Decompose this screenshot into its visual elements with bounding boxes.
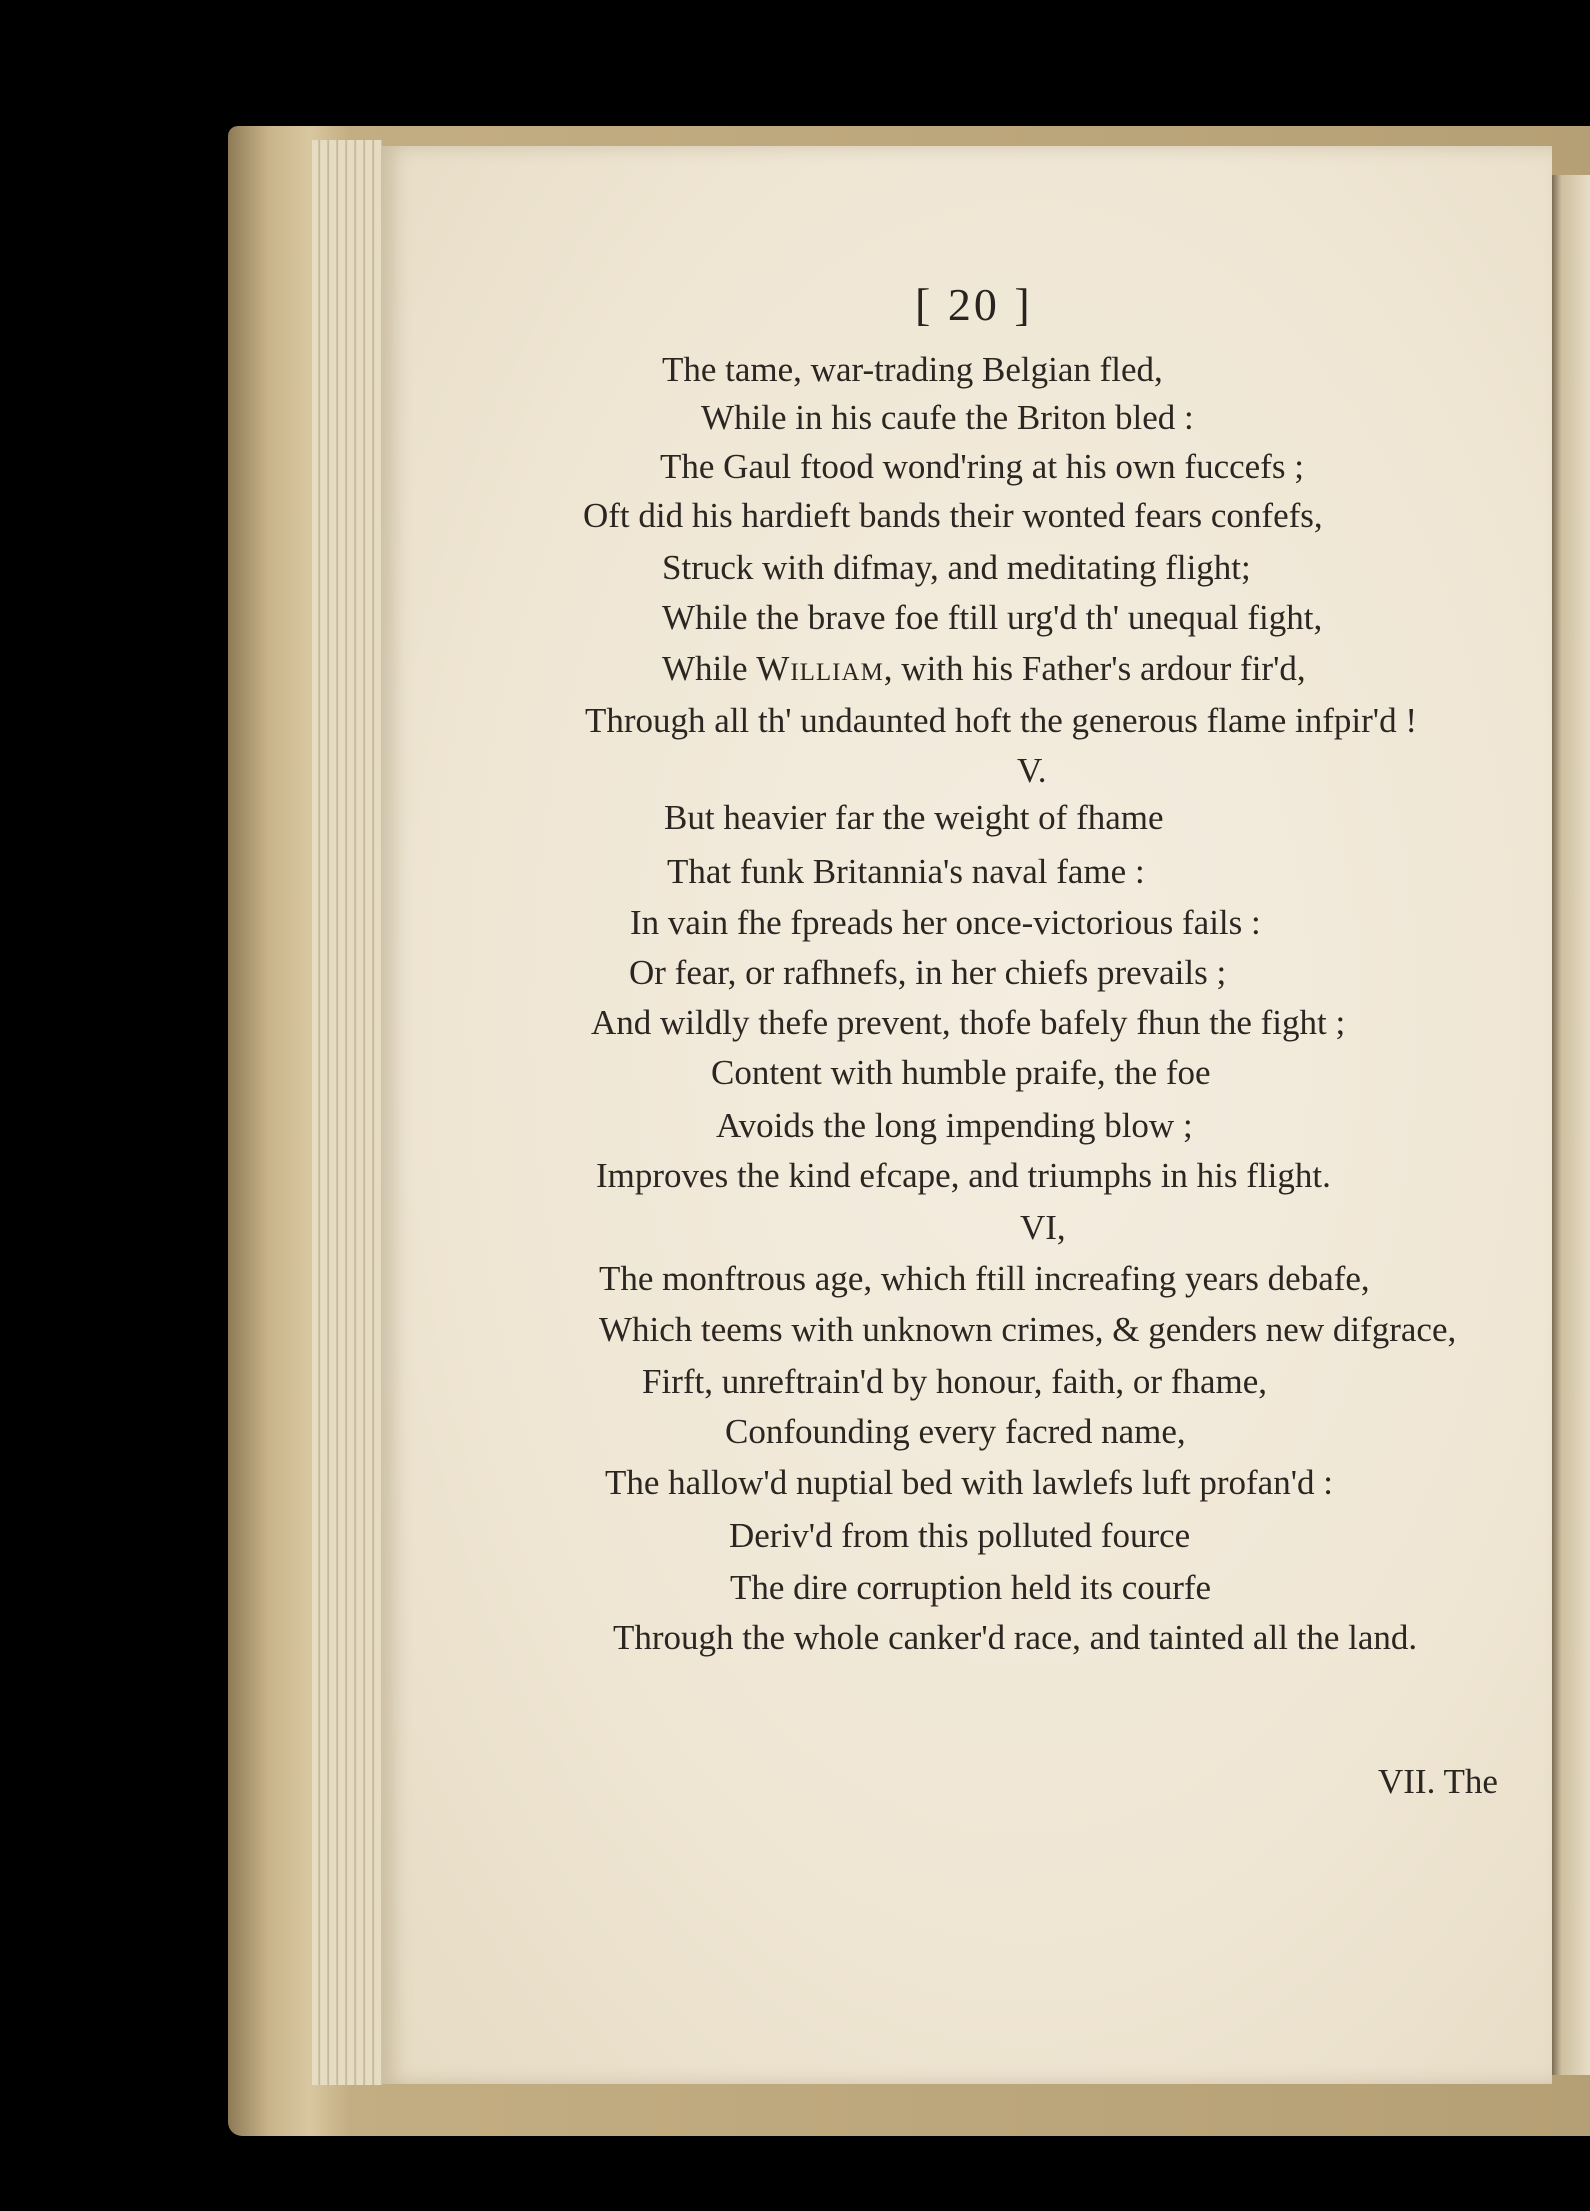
poem-line-text: , with his Father's ardour fir'd, [883, 649, 1306, 688]
poem-line: Deriv'd from this polluted fource [729, 1516, 1191, 1555]
poem-line: Improves the kind efcape, and triumphs in his flight. [596, 1156, 1331, 1195]
poem-line: Firft, unreftrain'd by honour, faith, or fhame, [642, 1362, 1268, 1401]
poem-line: While the brave foe ftill urg'd th' unequal fight, [662, 598, 1323, 637]
poem-name-william: William [756, 649, 884, 688]
poem-line: Avoids the long impending blow ; [716, 1106, 1193, 1145]
poem-line: Through all th' undaunted hoft the generous flame infpir'd ! [585, 701, 1417, 740]
poem-line: The tame, war-trading Belgian fled, [662, 350, 1163, 389]
poem-line: That funk Britannia's naval fame : [667, 852, 1145, 891]
poem-line: In vain fhe fpreads her once-victorious fails : [630, 903, 1261, 942]
poem-line: Oft did his hardieft bands their wonted fears confefs, [583, 496, 1323, 535]
poem-line: Content with humble praife, the foe [711, 1053, 1211, 1092]
stanza-heading-v: V. [1017, 751, 1047, 790]
page-number: [ 20 ] [915, 279, 1033, 330]
poem-line: Or fear, or rafhnefs, in her chiefs prevails ; [629, 953, 1227, 992]
poem-line: Which teems with unknown crimes, & genders new difgrace, [599, 1310, 1457, 1349]
poem-line: The hallow'd nuptial bed with lawlefs luft profan'd : [605, 1463, 1333, 1502]
poem-line-text: While [662, 649, 757, 688]
poem-line: But heavier far the weight of fhame [664, 798, 1164, 837]
poem-line [662, 651, 1306, 686]
poem-line: And wildly thefe prevent, thofe bafely fhun the fight ; [591, 1003, 1346, 1042]
poem-line: Through the whole canker'd race, and tainted all the land. [613, 1618, 1418, 1657]
catchword: VII. The [1378, 1762, 1498, 1801]
poem-line: The dire corruption held its courfe [730, 1568, 1212, 1607]
poem-line: Confounding every facred name, [725, 1412, 1186, 1451]
poem-line: The monftrous age, which ftill increafing years debafe, [599, 1259, 1370, 1298]
poem-line: The Gaul ftood wond'ring at his own fuccefs ; [660, 447, 1304, 486]
poem-line: Struck with difmay, and meditating flight; [662, 548, 1251, 587]
poem-line: While in his caufe the Briton bled : [701, 398, 1194, 437]
stanza-heading-vi: VI, [1020, 1208, 1066, 1247]
